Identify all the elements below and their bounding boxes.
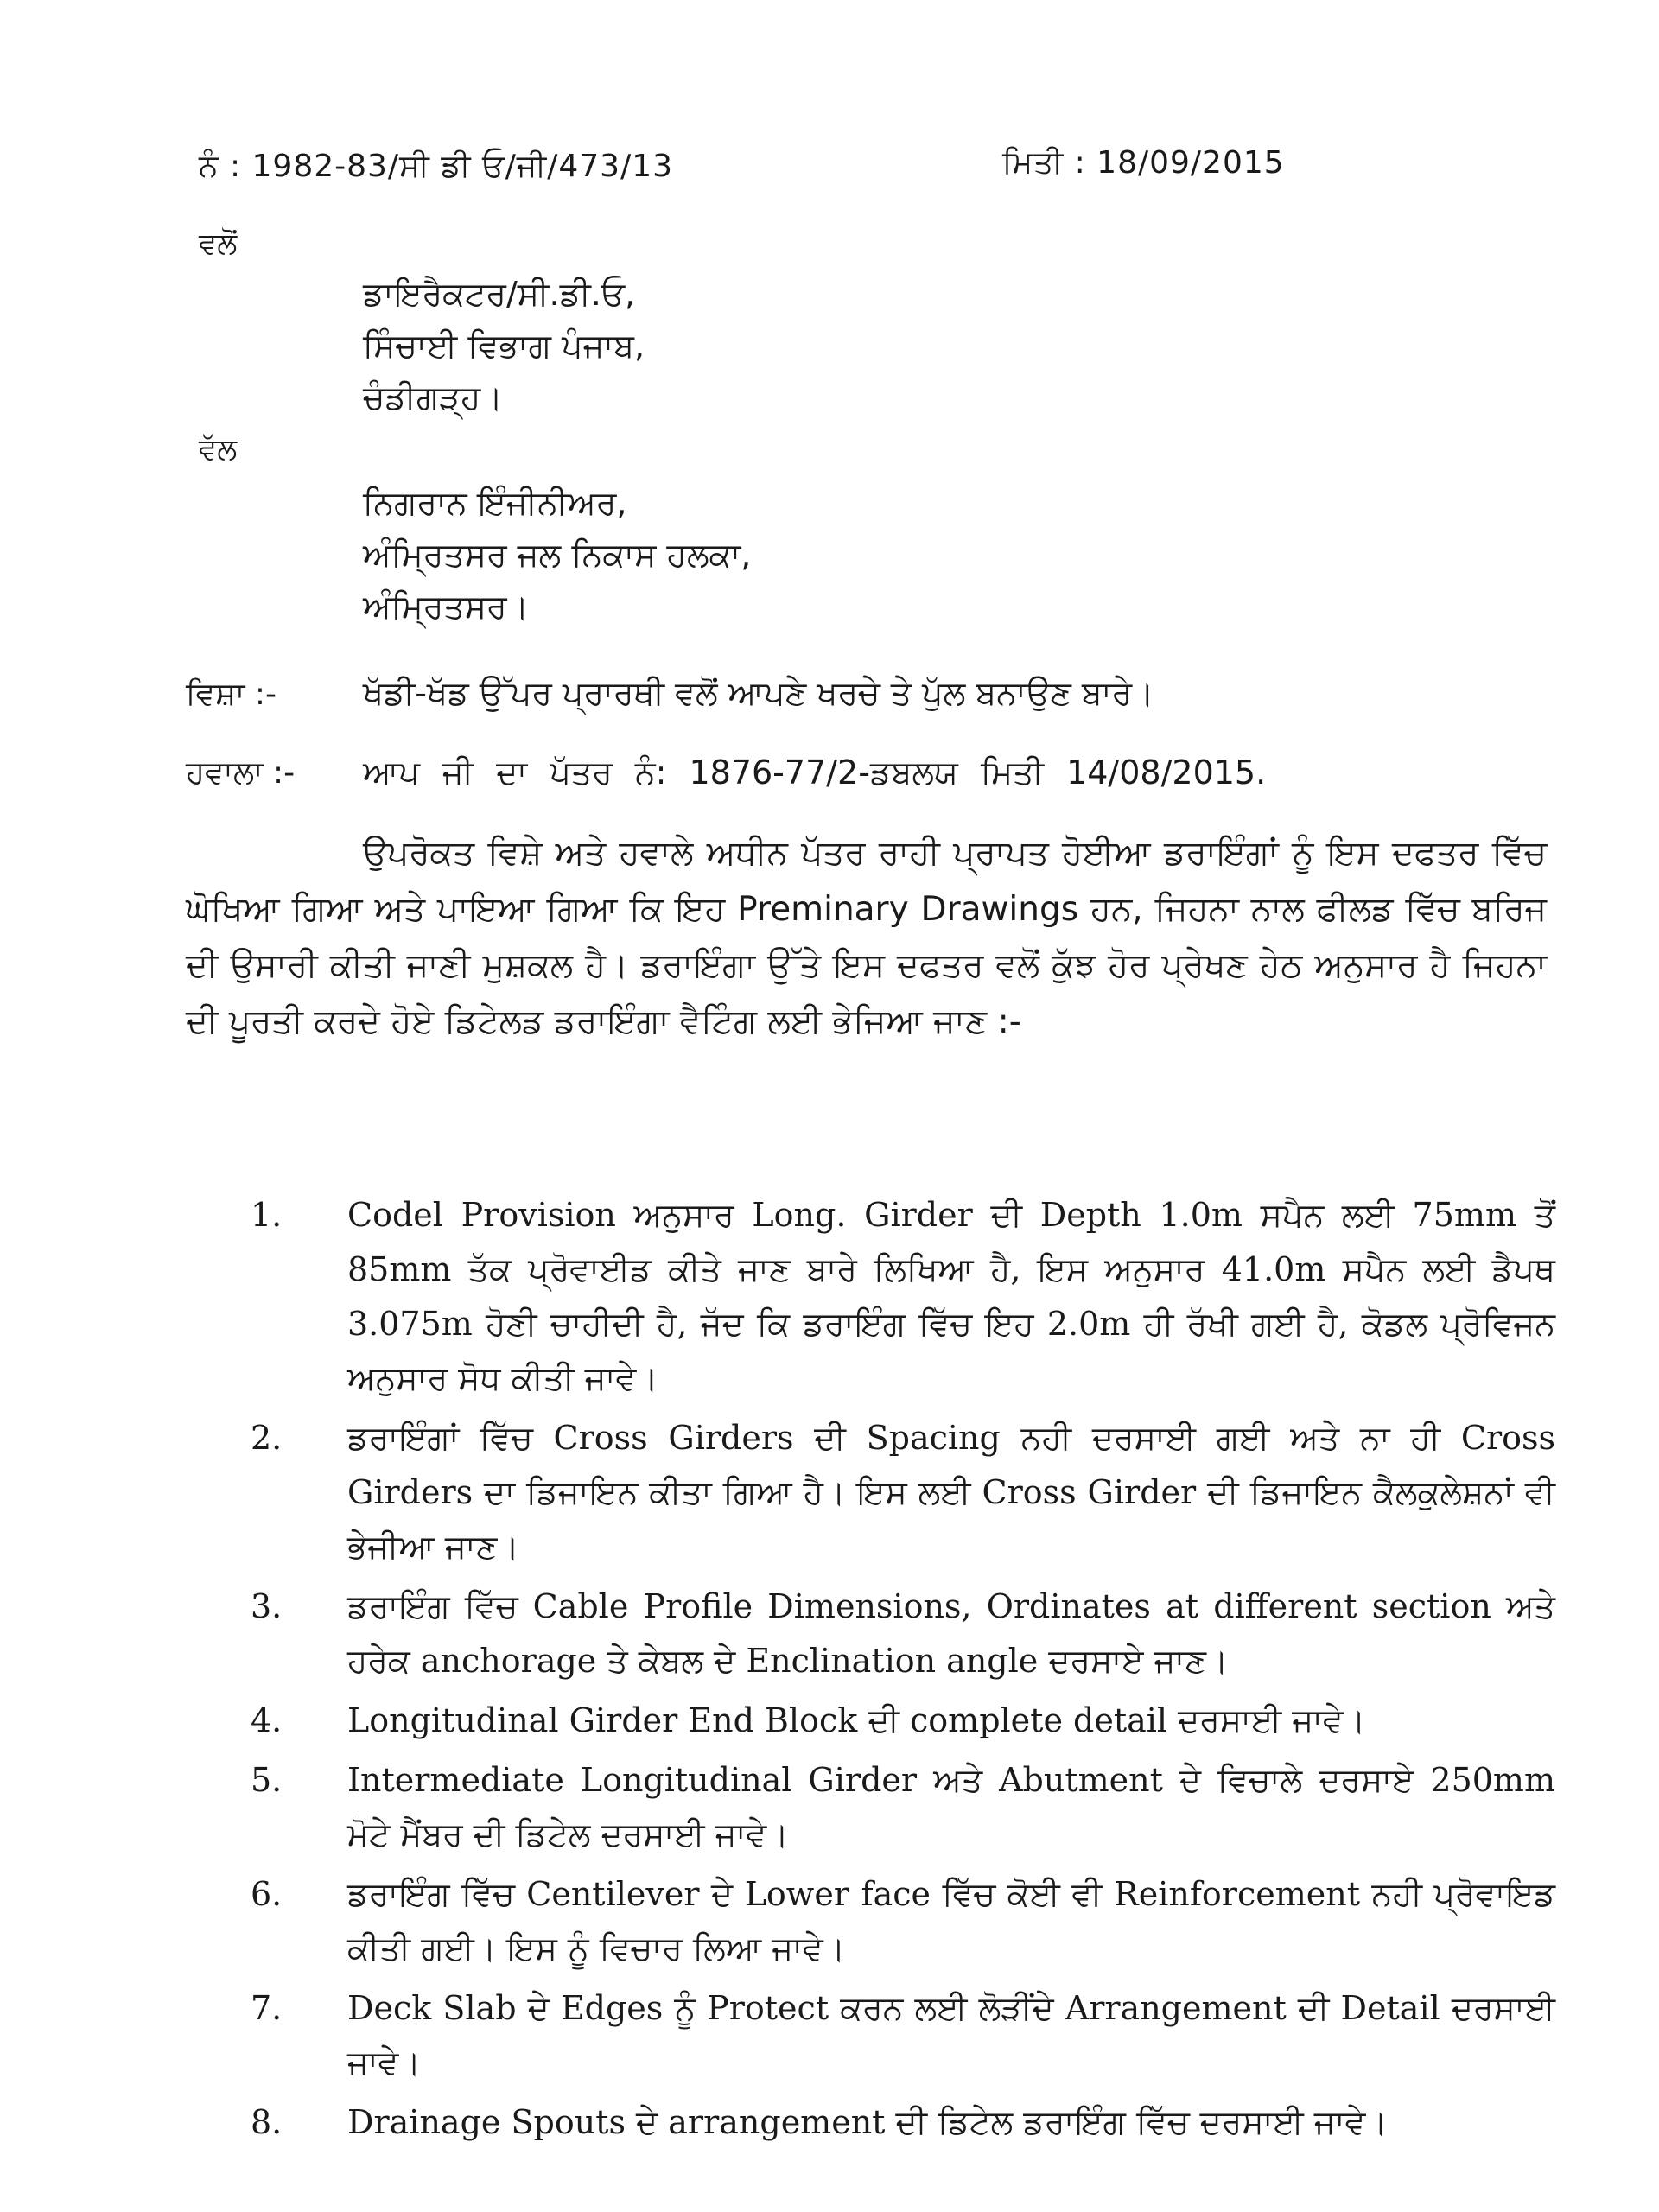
list-item-text: Codel Provision ਅਨੁਸਾਰ Long. Girder ਦੀ Depth 1.0m ਸਪੈਨ ਲਈ 75mm ਤੋਂ 85mm ਤੱਕ ਪ੍ਰੋਵਾਈਡ ਕੀਤੇ ਜਾਣ ਬਾਰੇ ਲਿਖਿਆ ਹੈ, ਇਸ ਅਨੁਸਾਰ 41.0m ਸਪੈਨ ਲਈ ਡੈਪਥ 3.075m ਹੋਣੀ ਚਾਹੀਦੀ ਹੈ, ਜੱਦ ਕਿ ਡਰਾਇੰਗ ਵਿੱਚ ਇਹ 2.0m ਹੀ ਰੱਖੀ ਗਈ ਹੈ, ਕੋਡਲ ਪ੍ਰੋਵਿਜਨ ਅਨੁਸਾਰ ਸੋਧ ਕੀਤੀ ਜਾਵੇ। (347, 1196, 1555, 1397)
list-item-text: Drainage Spouts ਦੇ arrangement ਦੀ ਡਿਟੇਲ ਡਰਾਇੰਗ ਵਿੱਚ ਦਰਸਾਈ ਜਾਵੇ। (347, 2103, 1388, 2141)
list-item-number: 3. (251, 1587, 283, 1625)
list-item (242, 1580, 1555, 1688)
list-item-number: 8. (251, 2103, 283, 2141)
body-paragraph-text: ਉਪਰੋਕਤ ਵਿਸ਼ੇ ਅਤੇ ਹਵਾਲੇ ਅਧੀਨ ਪੱਤਰ ਰਾਹੀ ਪ੍ਰਾਪਤ ਹੋਈਆ ਡਰਾਇੰਗਾਂ ਨੂੰ ਇਸ ਦਫਤਰ ਵਿੱਚ ਘੋਖਿਆ ਗਿਆ ਅਤੇ ਪਾਇਆ ਗਿਆ ਕਿ ਇਹ Preminary Drawings ਹਨ, ਜਿਹਨਾ ਨਾਲ ਫੀਲਡ ਵਿੱਚ ਬਰਿਜ ਦੀ ਉਸਾਰੀ ਕੀਤੀ ਜਾਣੀ ਮੁਸ਼ਕਲ ਹੈ। ਡਰਾਇੰਗਾ ਉੱਤੇ ਇਸ ਦਫਤਰ ਵਲੋਂ ਕੁੱਝ ਹੋਰ ਪ੍ਰੇਖਣ ਹੇਠ ਅਨੁਸਾਰ ਹੈ ਜਿਹਨਾ ਦੀ ਪੂਰਤੀ ਕਰਦੇ ਹੋਏ ਡਿਟੇਲਡ ਡਰਾਇੰਗਾ ਵੈਟਿੰਗ ਲਈ ਭੇਜਿਆ ਜਾਣ :- (186, 834, 1547, 1041)
from-label: ਵਲੋਂ (199, 226, 238, 261)
to-address (363, 477, 751, 632)
list-item-number: 1. (251, 1196, 283, 1234)
list-item-text: Deck Slab ਦੇ Edges ਨੂੰ Protect ਕਰਨ ਲਈ ਲੋੜੀਂਦੇ Arrangement ਦੀ Detail ਦਰਸਾਈ ਜਾਵੇ। (347, 1989, 1555, 2082)
list-item (242, 1981, 1555, 2090)
body-paragraph (186, 825, 1547, 1050)
list-item-number: 5. (251, 1761, 283, 1799)
subject-label: ਵਿਸ਼ਾ :- (186, 677, 276, 712)
list-item (242, 1188, 1555, 1406)
to-label: ਵੱਲ (199, 432, 238, 467)
list-item-text: ਡਰਾਇੰਗ ਵਿੱਚ Cable Profile Dimensions, Ordinates at different section ਅਤੇ ਹਰੇਕ anchorage ਤੇ ਕੇਬਲ ਦੇ Enclination angle ਦਰਸਾਏ ਜਾਣ। (347, 1587, 1555, 1680)
list-item-number: 4. (251, 1701, 283, 1739)
list-item-text: Longitudinal Girder End Block ਦੀ complete detail ਦਰਸਾਈ ਜਾਵੇ। (347, 1701, 1366, 1739)
to-address-line: ਅੰਮ੍ਰਿਤਸਰ। (363, 588, 530, 626)
list-item (242, 2095, 1555, 2150)
list-item-number: 2. (251, 1419, 283, 1457)
letter-date: ਮਿਤੀ : 18/09/2015 (1002, 145, 1285, 181)
list-item-text: ਡਰਾਇੰਗ ਵਿੱਚ Centilever ਦੇ Lower face ਵਿੱਚ ਕੋਈ ਵੀ Reinforcement ਨਹੀ ਪ੍ਰੋਵਾਇਡ ਕੀਤੀ ਗਈ। ਇਸ ਨੂੰ ਵਿਚਾਰ ਲਿਆ ਜਾਵੇ। (347, 1875, 1555, 1967)
list-item (242, 1753, 1555, 1862)
list-item (242, 1411, 1555, 1574)
reference-text: ਆਪ ਜੀ ਦਾ ਪੱਤਰ ਨੰ: 1876-77/2-ਡਬਲਯ ਮਿਤੀ 14/08/2015. (363, 753, 1267, 791)
to-address-line: ਨਿਗਰਾਨ ਇੰਜੀਨੀਅਰ, (363, 484, 627, 522)
list-item-number: 6. (251, 1875, 283, 1913)
observation-list (242, 1188, 1555, 2155)
from-address-line: ਚੰਡੀਗੜ੍ਹ। (363, 378, 503, 416)
list-item (242, 1694, 1555, 1748)
subject-text: ਖੱਡੀ-ਖੱਡ ਉੱਪਰ ਪ੍ਰਾਰਥੀ ਵਲੋਂ ਆਪਣੇ ਖਰਚੇ ਤੇ ਪੁੱਲ ਬਨਾਉਣ ਬਾਰੇ। (363, 674, 1154, 712)
reference-label: ਹਵਾਲਾ :- (186, 755, 296, 791)
from-address-line: ਸਿੰਚਾਈ ਵਿਭਾਗ ਪੰਜਾਬ, (363, 327, 645, 365)
list-item-text: Intermediate Longitudinal Girder ਅਤੇ Abutment ਦੇ ਵਿਚਾਲੇ ਦਰਸਾਏ 250mm ਮੋਟੇ ਮੈਂਬਰ ਦੀ ਡਿਟੇਲ ਦਰਸਾਈ ਜਾਵੇ। (347, 1761, 1555, 1853)
list-item-number: 7. (251, 1989, 283, 2027)
from-address-line: ਡਾਇਰੈਕਟਰ/ਸੀ.ਡੀ.ਓ, (363, 275, 636, 313)
from-address (363, 268, 645, 423)
list-item (242, 1867, 1555, 1976)
list-item-text: ਡਰਾਇੰਗਾਂ ਵਿੱਚ Cross Girders ਦੀ Spacing ਨਹੀ ਦਰਸਾਈ ਗਈ ਅਤੇ ਨਾ ਹੀ Cross Girders ਦਾ ਡਿਜਾਇਨ ਕੀਤਾ ਗਿਆ ਹੈ। ਇਸ ਲਈ Cross Girder ਦੀ ਡਿਜਾਇਨ ਕੈਲਕੁਲੇਸ਼ਨਾਂ ਵੀ ਭੇਜੀਆ ਜਾਣ। (347, 1419, 1555, 1566)
to-address-line: ਅੰਮ੍ਰਿਤਸਰ ਜਲ ਨਿਕਾਸ ਹਲਕਾ, (363, 536, 752, 574)
reference-number: ਨੰ : 1982-83/ਸੀ ਡੀ ਓ/ਜੀ/473/13 (199, 149, 674, 184)
